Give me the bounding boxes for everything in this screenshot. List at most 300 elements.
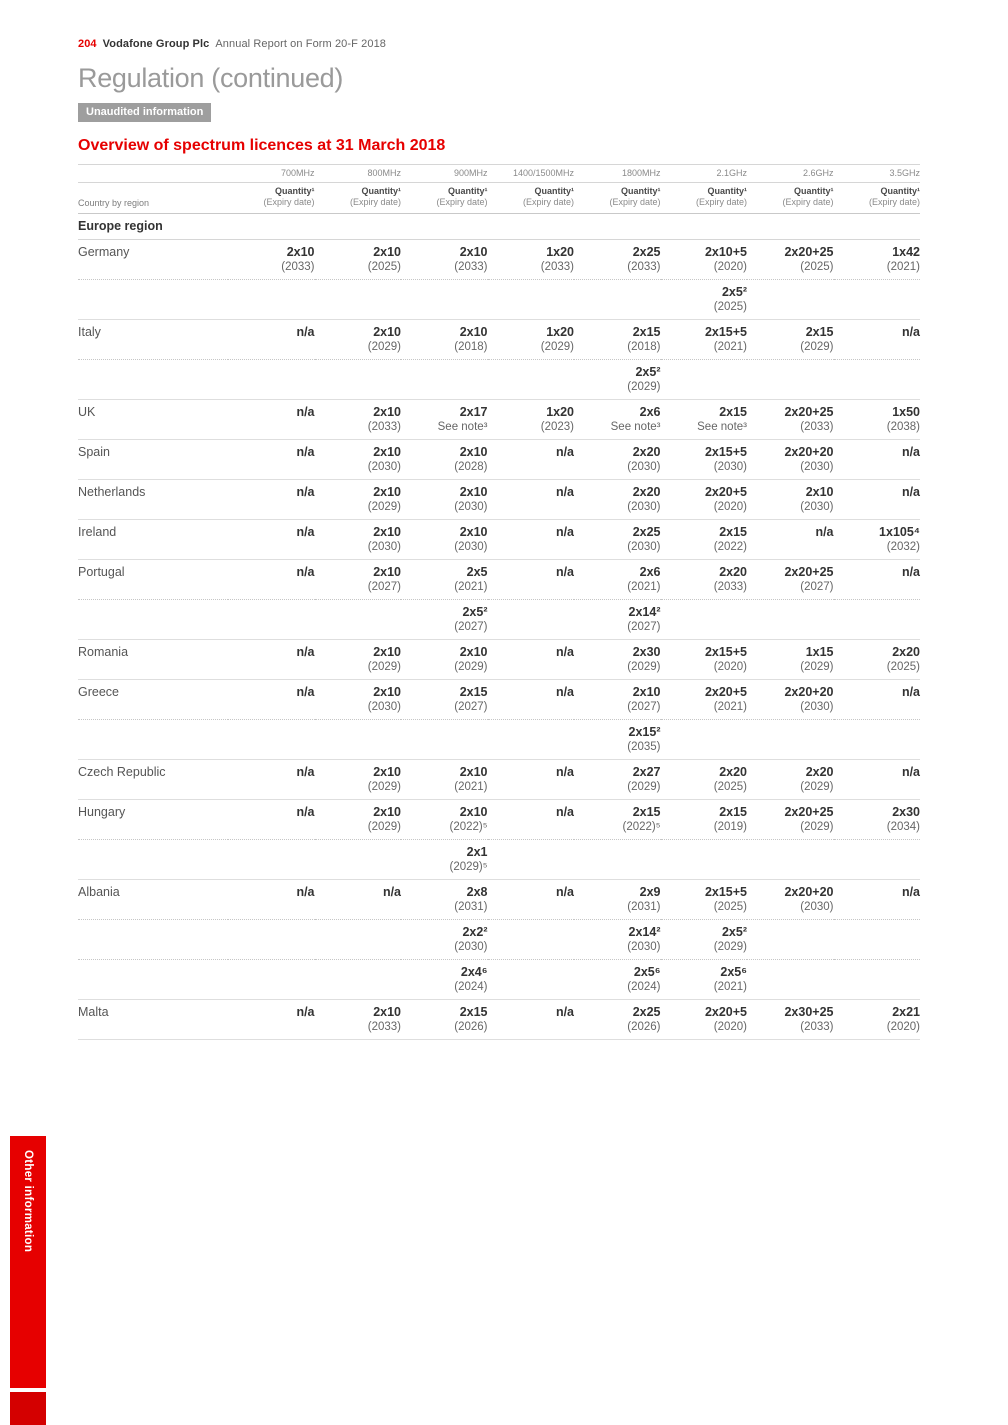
- licence-expiry: (2029): [454, 661, 488, 673]
- licence-quantity: n/a: [555, 525, 574, 539]
- licence-expiry: (2032): [886, 541, 920, 553]
- licence-expiry: (2033): [540, 261, 574, 273]
- licence-cell: [401, 480, 488, 520]
- licence-expiry: (2033): [367, 421, 401, 433]
- licence-expiry: (2030): [800, 461, 834, 473]
- licence-cell: [747, 600, 834, 640]
- table-row: [78, 840, 920, 880]
- licence-quantity: 2x10: [373, 405, 401, 419]
- licence-cell: [228, 800, 315, 840]
- licence-cell: [747, 680, 834, 720]
- licence-expiry: (2021): [454, 781, 488, 793]
- company-name: Vodafone Group Plc: [102, 38, 210, 50]
- report-title: Annual Report on Form 20-F 2018: [215, 38, 387, 50]
- licence-cell: [488, 680, 575, 720]
- licence-expiry: (2027): [454, 621, 488, 633]
- licence-expiry: (2029): [367, 821, 401, 833]
- table-head: [78, 165, 920, 214]
- band-column-sublabels: [747, 183, 834, 214]
- band-column-sublabels: [574, 183, 661, 214]
- licence-cell: [747, 400, 834, 440]
- licence-expiry: (2034): [886, 821, 920, 833]
- licence-cell: [228, 440, 315, 480]
- licence-expiry: (2019): [713, 821, 747, 833]
- licence-quantity: 2x15+5: [704, 325, 747, 339]
- licence-expiry: (2025): [886, 661, 920, 673]
- licence-quantity: 2x15+5: [704, 445, 747, 459]
- band-header-corner: [78, 165, 228, 183]
- licence-expiry: (2021): [454, 581, 488, 593]
- licence-cell: [574, 760, 661, 800]
- licence-cell: [747, 640, 834, 680]
- licence-quantity: n/a: [815, 525, 834, 539]
- licence-expiry: See note³: [437, 421, 488, 433]
- table-heading: Overview of spectrum licences at 31 March 2018: [78, 137, 446, 154]
- licence-quantity: 2x5⁶: [720, 965, 747, 979]
- licence-quantity: 2x10: [373, 1005, 401, 1019]
- table-row: [78, 360, 920, 400]
- side-tab-label: Other information: [22, 1150, 34, 1253]
- licence-expiry: (2025): [713, 301, 747, 313]
- licence-expiry: (2020): [713, 261, 747, 273]
- expiry-date-label: (Expiry date): [436, 197, 488, 207]
- licence-cell: [661, 480, 748, 520]
- quantity-label: Quantity¹: [880, 186, 920, 196]
- licence-cell: [834, 240, 921, 280]
- licence-expiry: (2025): [800, 261, 834, 273]
- licence-cell: [574, 560, 661, 600]
- licence-quantity: 2x20: [632, 445, 661, 459]
- licence-expiry: (2029): [800, 341, 834, 353]
- licence-quantity: n/a: [296, 885, 315, 899]
- licence-quantity: 2x15²: [628, 725, 661, 739]
- licence-expiry: (2027): [454, 701, 488, 713]
- licence-quantity: 2x10: [373, 565, 401, 579]
- licence-cell: [747, 240, 834, 280]
- licence-cell: [315, 520, 402, 560]
- licence-cell: [661, 400, 748, 440]
- spectrum-table-body: [78, 214, 920, 1040]
- licence-cell: [574, 720, 661, 760]
- licence-cell: [747, 280, 834, 320]
- licence-quantity: 2x6: [639, 405, 661, 419]
- licence-cell: [401, 920, 488, 960]
- licence-cell: [401, 520, 488, 560]
- licence-cell: [834, 680, 921, 720]
- country-column-header: Country by region: [78, 183, 228, 214]
- licence-expiry: (2033): [627, 261, 661, 273]
- licence-cell: [834, 880, 921, 920]
- table-row: [78, 320, 920, 360]
- licence-expiry: (2021): [886, 261, 920, 273]
- page-number: 204: [78, 38, 97, 50]
- licence-expiry: (2029): [627, 781, 661, 793]
- licence-cell: [401, 640, 488, 680]
- licence-expiry: (2033): [454, 261, 488, 273]
- licence-quantity: 2x10: [373, 245, 401, 259]
- licence-cell: [834, 520, 921, 560]
- band-header-row: [78, 165, 920, 183]
- licence-cell: [661, 960, 748, 1000]
- licence-expiry: (2031): [454, 901, 488, 913]
- licence-expiry: (2021): [713, 701, 747, 713]
- band-column-header: 800MHz: [315, 165, 402, 183]
- licence-expiry: (2029): [713, 941, 747, 953]
- country-label: Albania: [78, 885, 120, 899]
- licence-expiry: (2030): [627, 461, 661, 473]
- licence-quantity: 2x10: [459, 485, 488, 499]
- band-column-header: 1800MHz: [574, 165, 661, 183]
- licence-cell: [834, 800, 921, 840]
- licence-expiry: (2023): [540, 421, 574, 433]
- licence-cell: [488, 920, 575, 960]
- licence-quantity: n/a: [901, 685, 920, 699]
- country-label: Greece: [78, 685, 119, 699]
- licence-quantity: 2x1: [466, 845, 488, 859]
- licence-cell: [574, 640, 661, 680]
- licence-cell: [834, 440, 921, 480]
- licence-quantity: 2x15: [719, 405, 747, 419]
- licence-cell: [488, 440, 575, 480]
- licence-cell: [574, 800, 661, 840]
- licence-expiry: (2029): [627, 381, 661, 393]
- licence-cell: [747, 480, 834, 520]
- licence-quantity: 2x15+5: [704, 885, 747, 899]
- licence-cell: [488, 760, 575, 800]
- licence-cell: [488, 600, 575, 640]
- country-label: Italy: [78, 325, 101, 339]
- licence-quantity: 2x14²: [628, 925, 661, 939]
- quantity-label: Quantity¹: [621, 186, 661, 196]
- licence-quantity: 2x5⁶: [633, 965, 661, 979]
- licence-quantity: 2x10: [805, 485, 834, 499]
- licence-quantity: 2x15: [632, 325, 661, 339]
- table-row: [78, 720, 920, 760]
- licence-cell: [747, 440, 834, 480]
- licence-expiry: (2031): [627, 901, 661, 913]
- licence-quantity: 2x15: [459, 1005, 488, 1019]
- licence-quantity: n/a: [296, 445, 315, 459]
- licence-cell: [834, 720, 921, 760]
- licence-expiry: See note³: [610, 421, 661, 433]
- licence-quantity: 1x20: [546, 245, 574, 259]
- licence-quantity: 2x25: [632, 525, 661, 539]
- table-row: [78, 880, 920, 920]
- licence-expiry: (2029): [800, 661, 834, 673]
- licence-quantity: n/a: [296, 525, 315, 539]
- licence-expiry: (2030): [454, 501, 488, 513]
- licence-cell: [315, 400, 402, 440]
- licence-expiry: (2030): [800, 901, 834, 913]
- next-section-tab-edge: [10, 1392, 46, 1425]
- country-label: Spain: [78, 445, 110, 459]
- licence-expiry: (2024): [454, 981, 488, 993]
- licence-cell: [574, 1000, 661, 1040]
- licence-quantity: n/a: [296, 1005, 315, 1019]
- licence-expiry: (2029): [367, 661, 401, 673]
- licence-quantity: n/a: [296, 325, 315, 339]
- country-label: Ireland: [78, 525, 117, 539]
- column-label-row: [78, 183, 920, 214]
- licence-cell: [661, 600, 748, 640]
- licence-expiry: (2030): [627, 541, 661, 553]
- band-column-header: 700MHz: [228, 165, 315, 183]
- country-label: Netherlands: [78, 485, 146, 499]
- licence-expiry: (2035): [627, 741, 661, 753]
- licence-expiry: (2030): [367, 701, 401, 713]
- licence-cell: [228, 720, 315, 760]
- licence-quantity: 2x30+25: [784, 1005, 834, 1019]
- licence-quantity: 2x10: [459, 645, 488, 659]
- licence-quantity: 2x20+5: [704, 1005, 747, 1019]
- licence-quantity: 2x20: [719, 565, 747, 579]
- table-row: [78, 920, 920, 960]
- band-column-header: 2.6GHz: [747, 165, 834, 183]
- quantity-label: Quantity¹: [361, 186, 401, 196]
- licence-quantity: n/a: [382, 885, 401, 899]
- licence-cell: [488, 840, 575, 880]
- licence-quantity: 1x105⁴: [879, 525, 920, 539]
- licence-cell: [401, 1000, 488, 1040]
- licence-cell: [661, 520, 748, 560]
- licence-cell: [488, 320, 575, 360]
- licence-cell: [488, 480, 575, 520]
- licence-expiry: (2033): [367, 1021, 401, 1033]
- licence-cell: [228, 920, 315, 960]
- licence-cell: [747, 800, 834, 840]
- band-column-header: 3.5GHz: [834, 165, 921, 183]
- licence-cell: [228, 960, 315, 1000]
- licence-quantity: 2x20+5: [704, 685, 747, 699]
- band-column-header: 2.1GHz: [661, 165, 748, 183]
- licence-expiry: (2018): [627, 341, 661, 353]
- region-row: [78, 214, 920, 240]
- licence-quantity: 2x25: [632, 245, 661, 259]
- licence-cell: [834, 640, 921, 680]
- licence-quantity: 2x6: [639, 565, 661, 579]
- licence-quantity: 2x20: [719, 765, 747, 779]
- licence-quantity: 2x21: [892, 1005, 920, 1019]
- licence-cell: [315, 640, 402, 680]
- licence-quantity: 2x5: [466, 565, 488, 579]
- licence-quantity: 2x10: [459, 805, 488, 819]
- licence-quantity: n/a: [901, 885, 920, 899]
- licence-quantity: n/a: [901, 325, 920, 339]
- licence-cell: [228, 680, 315, 720]
- quantity-label: Quantity¹: [534, 186, 574, 196]
- expiry-date-label: (Expiry date): [609, 197, 661, 207]
- licence-cell: [834, 280, 921, 320]
- licence-cell: [315, 760, 402, 800]
- licence-cell: [488, 280, 575, 320]
- licence-expiry: (2030): [367, 541, 401, 553]
- licence-cell: [401, 880, 488, 920]
- licence-cell: [661, 1000, 748, 1040]
- quantity-label: Quantity¹: [794, 186, 834, 196]
- licence-expiry: (2030): [454, 941, 488, 953]
- licence-cell: [401, 320, 488, 360]
- licence-cell: [228, 760, 315, 800]
- table-row: [78, 800, 920, 840]
- licence-quantity: 2x10+5: [704, 245, 747, 259]
- licence-cell: [401, 720, 488, 760]
- licence-quantity: n/a: [555, 765, 574, 779]
- region-label: Europe region: [78, 214, 920, 240]
- licence-expiry: (2028): [454, 461, 488, 473]
- licence-cell: [228, 240, 315, 280]
- band-column-sublabels: [401, 183, 488, 214]
- licence-cell: [228, 640, 315, 680]
- licence-quantity: n/a: [901, 445, 920, 459]
- band-column-sublabels: [228, 183, 315, 214]
- licence-expiry: (2038): [886, 421, 920, 433]
- licence-quantity: 2x2²: [462, 925, 488, 939]
- table-row: [78, 760, 920, 800]
- licence-cell: [661, 800, 748, 840]
- licence-quantity: 2x14²: [628, 605, 661, 619]
- licence-quantity: 2x15+5: [704, 645, 747, 659]
- licence-quantity: 2x10: [459, 445, 488, 459]
- licence-cell: [401, 280, 488, 320]
- licence-cell: [401, 360, 488, 400]
- licence-cell: [488, 560, 575, 600]
- licence-cell: [315, 920, 402, 960]
- country-label: Czech Republic: [78, 765, 166, 779]
- licence-expiry: (2030): [627, 941, 661, 953]
- licence-cell: [228, 520, 315, 560]
- licence-quantity: 2x20: [892, 645, 920, 659]
- licence-cell: [574, 600, 661, 640]
- other-information-tab: [10, 1136, 46, 1388]
- licence-expiry: (2033): [800, 421, 834, 433]
- licence-quantity: 2x5²: [462, 605, 488, 619]
- licence-cell: [747, 360, 834, 400]
- licence-cell: [401, 400, 488, 440]
- licence-quantity: 2x15: [459, 685, 488, 699]
- licence-cell: [228, 320, 315, 360]
- licence-quantity: n/a: [555, 1005, 574, 1019]
- licence-cell: [661, 760, 748, 800]
- licence-quantity: 2x10: [459, 325, 488, 339]
- licence-quantity: 2x20+25: [784, 245, 834, 259]
- licence-cell: [574, 840, 661, 880]
- licence-quantity: n/a: [296, 685, 315, 699]
- licence-quantity: 2x10: [286, 245, 315, 259]
- licence-cell: [747, 760, 834, 800]
- licence-cell: [834, 840, 921, 880]
- licence-cell: [747, 720, 834, 760]
- licence-expiry: (2033): [281, 261, 315, 273]
- licence-cell: [834, 400, 921, 440]
- licence-cell: [574, 360, 661, 400]
- licence-cell: [228, 560, 315, 600]
- country-label: [78, 720, 228, 760]
- table-row: [78, 480, 920, 520]
- licence-cell: [228, 600, 315, 640]
- licence-quantity: 2x5²: [635, 365, 661, 379]
- licence-quantity: n/a: [296, 405, 315, 419]
- licence-quantity: 2x10: [373, 485, 401, 499]
- licence-cell: [661, 920, 748, 960]
- licence-cell: [834, 360, 921, 400]
- licence-cell: [315, 240, 402, 280]
- licence-quantity: 2x15: [719, 525, 747, 539]
- licence-cell: [315, 280, 402, 320]
- country-label: [78, 840, 228, 880]
- licence-quantity: n/a: [555, 885, 574, 899]
- licence-quantity: 2x20+25: [784, 805, 834, 819]
- licence-cell: [401, 760, 488, 800]
- licence-quantity: 1x50: [892, 405, 920, 419]
- licence-cell: [834, 320, 921, 360]
- licence-cell: [747, 320, 834, 360]
- licence-cell: [401, 600, 488, 640]
- licence-quantity: n/a: [901, 565, 920, 579]
- licence-quantity: 2x15: [632, 805, 661, 819]
- licence-cell: [315, 840, 402, 880]
- licence-expiry: (2029): [367, 501, 401, 513]
- licence-cell: [574, 480, 661, 520]
- licence-cell: [834, 560, 921, 600]
- country-label: [78, 920, 228, 960]
- licence-quantity: 2x9: [639, 885, 661, 899]
- licence-cell: [488, 720, 575, 760]
- table-row: [78, 600, 920, 640]
- country-label: [78, 600, 228, 640]
- licence-quantity: 1x20: [546, 405, 574, 419]
- expiry-date-label: (Expiry date): [349, 197, 401, 207]
- licence-cell: [488, 640, 575, 680]
- licence-expiry: See note³: [697, 421, 747, 433]
- licence-quantity: 2x10: [459, 525, 488, 539]
- licence-cell: [315, 560, 402, 600]
- country-label: Malta: [78, 1005, 109, 1019]
- licence-quantity: n/a: [555, 805, 574, 819]
- country-label: Germany: [78, 245, 130, 259]
- licence-expiry: (2029): [627, 661, 661, 673]
- licence-quantity: n/a: [296, 765, 315, 779]
- band-column-header: 900MHz: [401, 165, 488, 183]
- licence-cell: [401, 840, 488, 880]
- quantity-label: Quantity¹: [448, 186, 488, 196]
- licence-quantity: 2x20+20: [784, 445, 834, 459]
- licence-cell: [315, 440, 402, 480]
- quantity-label: Quantity¹: [275, 186, 315, 196]
- licence-quantity: n/a: [296, 485, 315, 499]
- licence-cell: [747, 520, 834, 560]
- licence-quantity: 2x5²: [721, 925, 747, 939]
- expiry-date-label: (Expiry date): [868, 197, 920, 207]
- expiry-date-label: (Expiry date): [782, 197, 834, 207]
- licence-expiry: (2030): [713, 461, 747, 473]
- licence-cell: [315, 1000, 402, 1040]
- licence-cell: [315, 600, 402, 640]
- table-row: [78, 1000, 920, 1040]
- licence-cell: [574, 520, 661, 560]
- licence-quantity: n/a: [555, 445, 574, 459]
- licence-cell: [747, 880, 834, 920]
- licence-cell: [574, 920, 661, 960]
- licence-cell: [401, 800, 488, 840]
- running-header: [78, 38, 920, 50]
- licence-cell: [315, 960, 402, 1000]
- licence-quantity: 2x20+25: [784, 565, 834, 579]
- licence-quantity: 1x42: [892, 245, 920, 259]
- licence-cell: [834, 480, 921, 520]
- licence-expiry: (2020): [886, 1021, 920, 1033]
- licence-cell: [747, 920, 834, 960]
- licence-cell: [661, 320, 748, 360]
